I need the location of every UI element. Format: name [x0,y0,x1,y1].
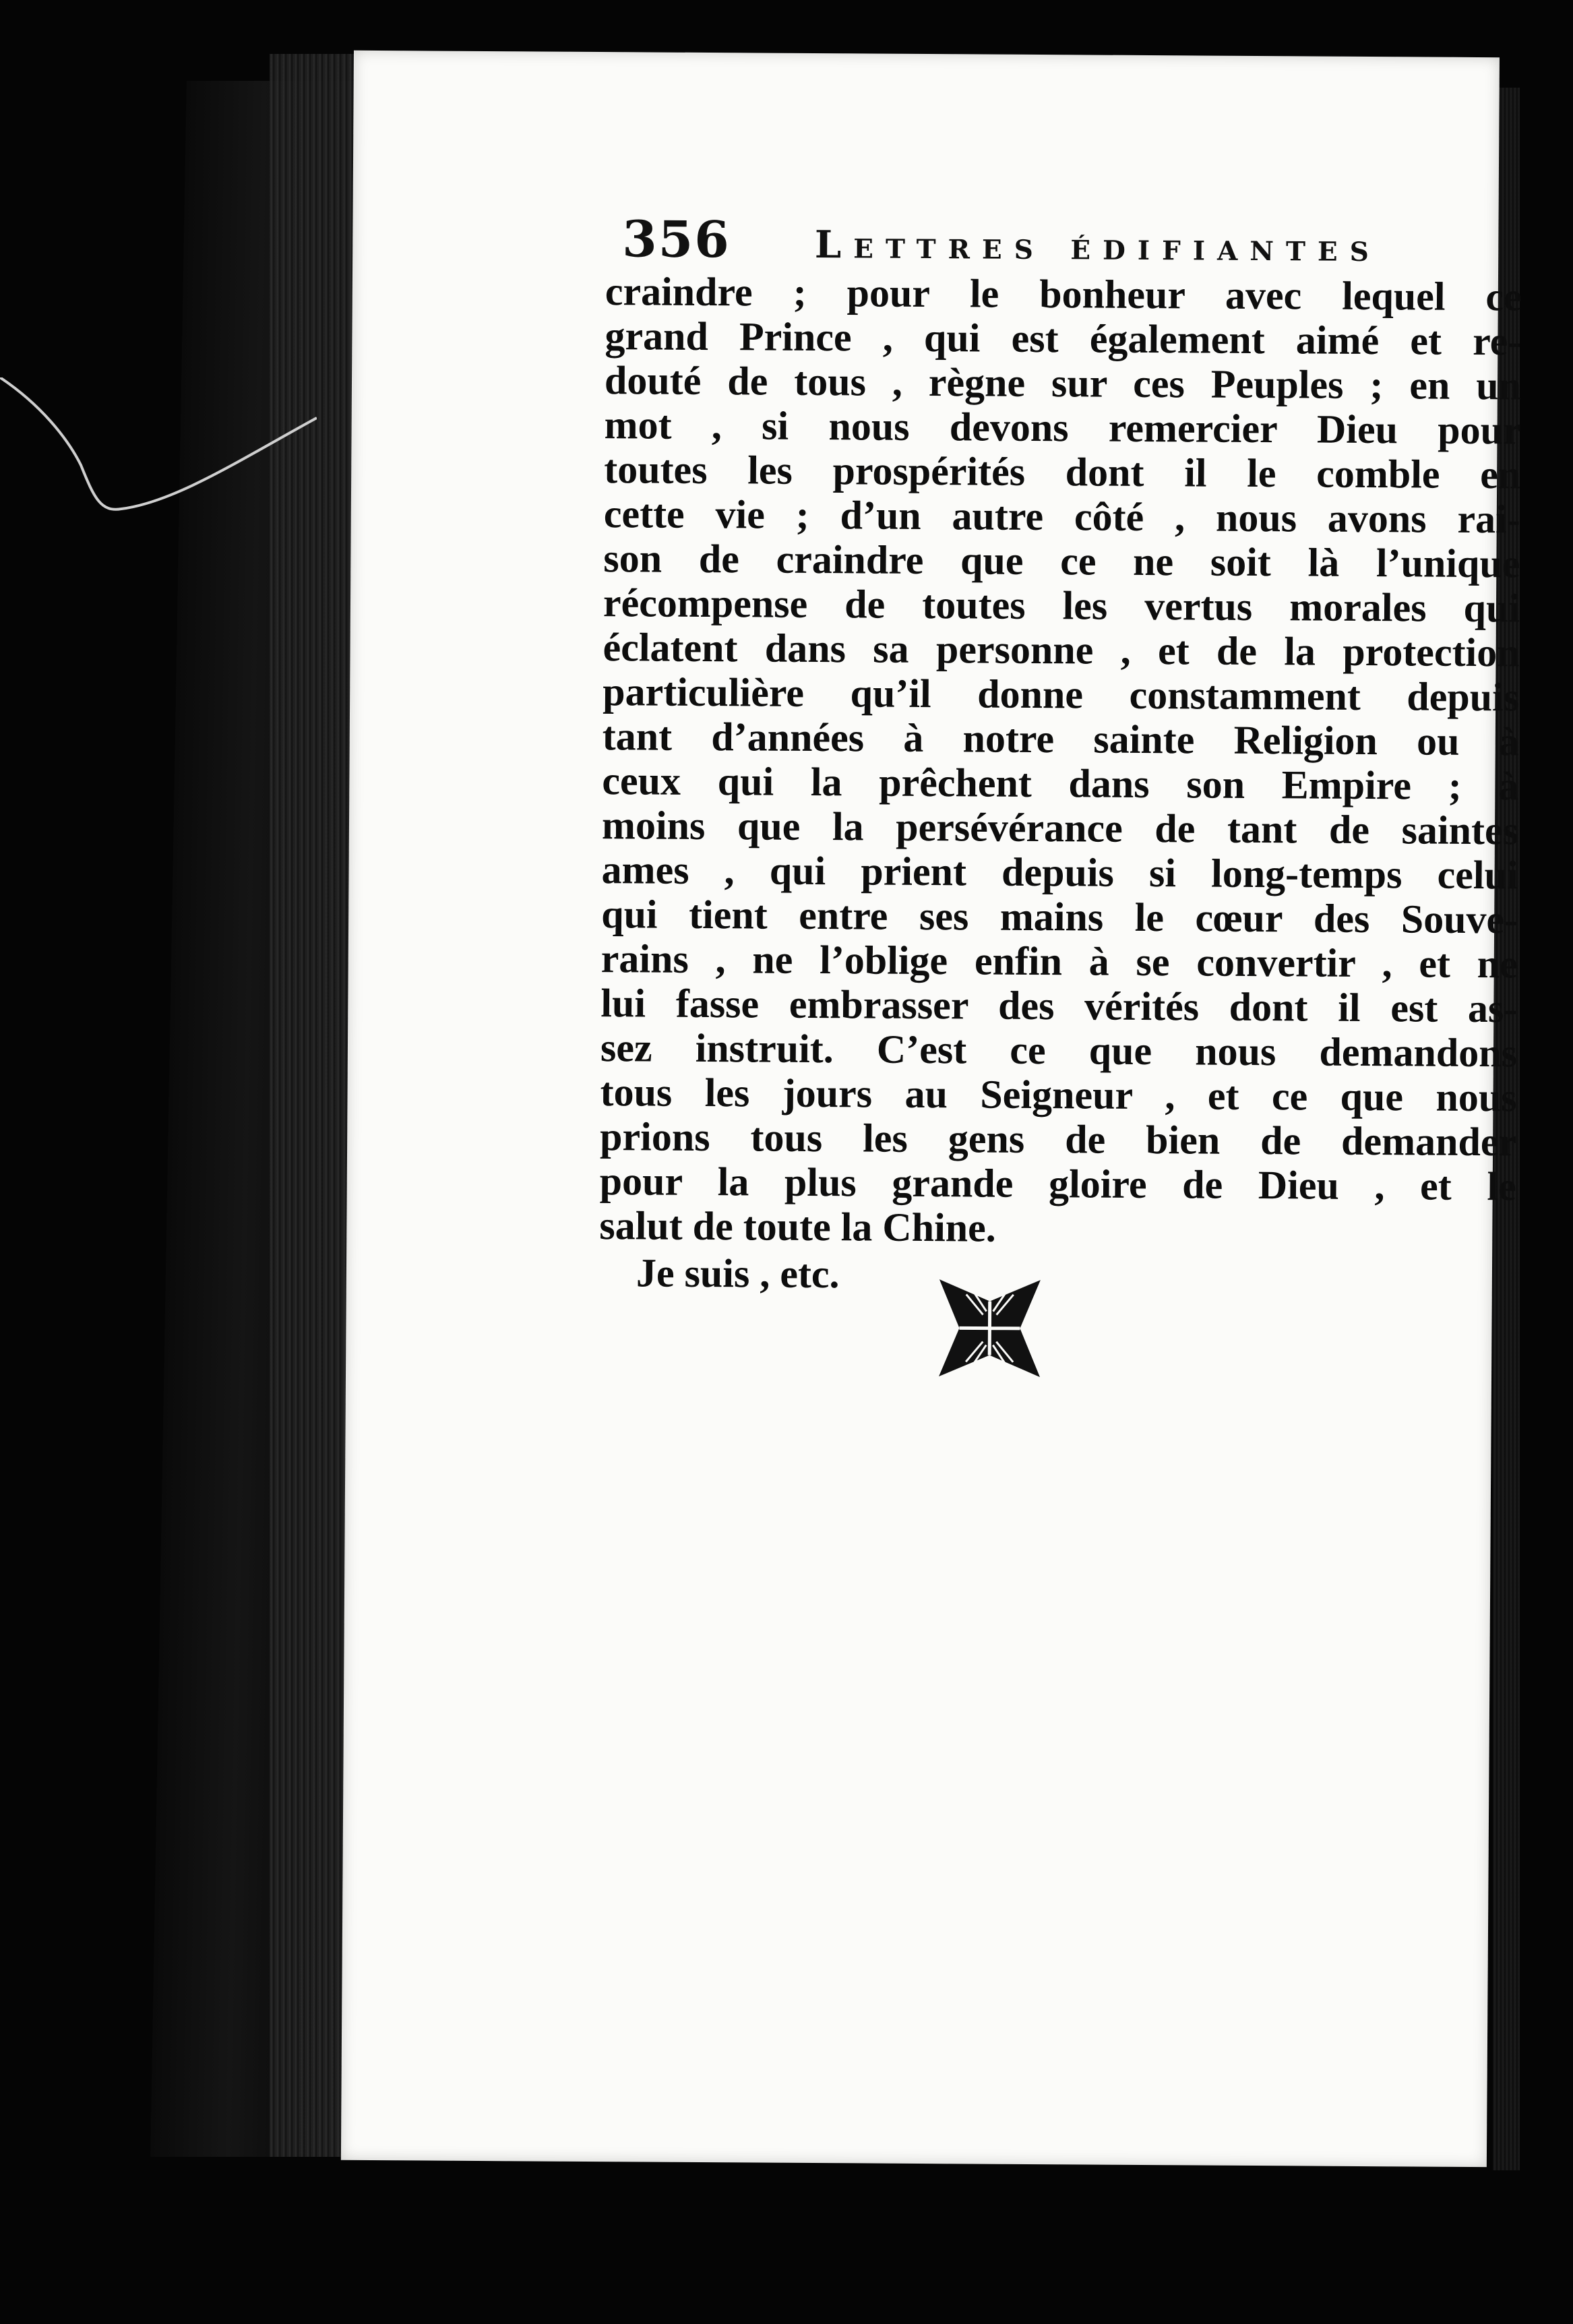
book-page [341,51,1522,2167]
running-head: Lettres édifiantes [814,222,1382,271]
text-line: rains , ne l’oblige enfin à se convertir , et ne [600,936,1518,987]
page-number: 356 [622,210,731,270]
text-line: récompense de toutes les vertus morales qui [603,580,1520,631]
bookmark-thread [0,377,317,539]
text-line: tant d’années à notre sainte Religion ou à [602,714,1519,764]
text-line: prions tous les gens de bien de demander [599,1114,1517,1165]
text-line: qui tient entre ses mains le cœur des Souve- [600,892,1518,942]
text-line: grand Prince , qui est également aimé et re- [605,313,1522,364]
text-line: tous les jours au Seigneur , et ce que nous [600,1070,1517,1120]
text-line: pour la plus grande gloire de Dieu , et le [599,1159,1516,1209]
text-line: éclatent dans sa personne , et de la protection [603,625,1520,675]
text-line: salut de toute la Chine. [599,1203,996,1250]
text-line: mot , si nous devons remercier Dieu pour [604,402,1521,453]
text-line: moins que la persévérance de tant de saintes [601,803,1519,853]
fleuron-ornament-icon [932,1274,1047,1382]
text-line: douté de tous , règne sur ces Peuples ; en un [604,358,1522,408]
page-header [622,210,1533,274]
text-line: toutes les prospérités dont il le comble en [604,447,1521,497]
body-text [599,269,1522,1300]
text-line: lui fasse embrasser des vérités dont il est as- [600,981,1518,1031]
text-line: cette vie ; d’un autre côté , nous avons rai- [603,491,1521,542]
closing-line: Je suis , etc. [636,1250,840,1297]
text-line: ames , qui prient depuis si long-temps celui [601,847,1518,898]
text-line: ceux qui la prêchent dans son Empire ; à [602,758,1519,809]
text-line: sez instruit. C’est ce que nous demandons [600,1025,1518,1076]
text-line: son de craindre que ce ne soit là l’unique [603,536,1520,586]
text-line: craindre ; pour le bonheur avec lequel ce [605,269,1522,319]
text-line: particulière qu’il donne constamment depuis [603,669,1520,720]
